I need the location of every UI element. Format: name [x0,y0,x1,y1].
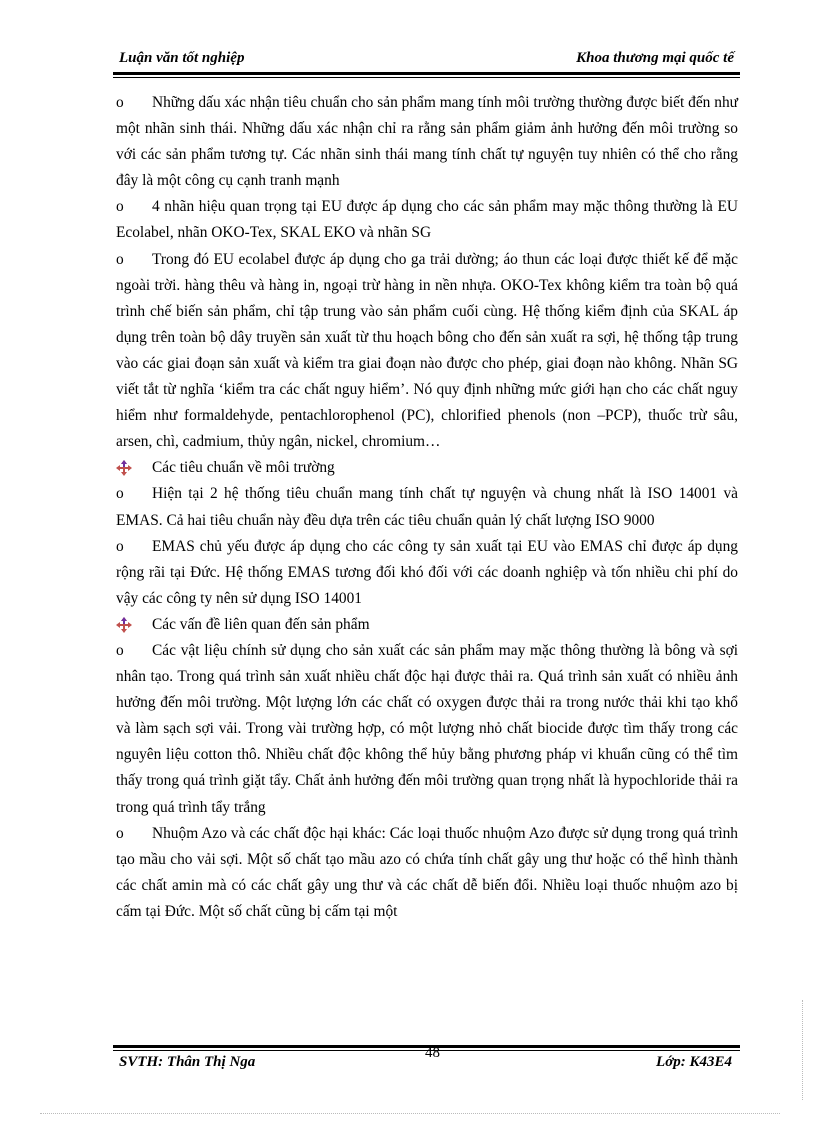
paragraph [116,194,738,246]
footer-class: Lớp: K43E4 [656,1054,732,1070]
paragraph-text: Nhuộm Azo và các chất độc hại khác: Các loại thuốc nhuộm Azo được sử dụng trong quá trình tạo mầu cho vải sợi. Một số chất tạo mầu azo có chứa tính chất gây ung thư hoặc có thể hình thành các chất amin mà có các chất gây ung thư và các chất dễ biến đổi. Nhiều loại thuốc nhuộm azo bị cấm tại Đức. Một số chất cũng bị cấm tại một [116,824,738,920]
bullet-marker: o [116,537,124,555]
page-number: 48 [425,1045,440,1061]
bullet-marker: o [116,94,124,111]
paragraph [116,481,738,533]
page-border-dots [40,1113,780,1114]
page-border-dots-vertical [802,1000,803,1100]
paragraph-text: Những dấu xác nhận tiêu chuẩn cho sản phẩm mang tính môi trường thường được biết đến như một nhãn sinh thái. Những dấu xác nhận chỉ ra rằng sản phẩm giảm ảnh hưởng đến môi trường so với các sản phẩm tương tự. Các nhãn sinh thái mang tính chất tự nguyện tuy nhiên có thể cho rằng đây là một công cụ cạnh tranh mạnh [116,94,738,190]
bullet-marker: o [116,250,124,268]
paragraph-text: Hiện tại 2 hệ thống tiêu chuẩn mang tính chất tự nguyện và chung nhất là ISO 14001 và EMAS. Cả hai tiêu chuẩn này đều dựa trên các tiêu chuẩn quản lý chất lượng ISO 9000 [116,485,738,529]
header-rule-thin [113,77,740,78]
paragraph [116,90,738,194]
footer-student: SVTH: Thân Thị Nga [119,1054,256,1070]
header-thesis-title: Luận văn tốt nghiệp [119,50,245,66]
section-heading [116,612,738,638]
paragraph [116,638,738,821]
header-faculty: Khoa thương mại quốc tế [576,50,734,66]
cross-arrows-bullet-icon [116,612,152,638]
paragraph-text: 4 nhãn hiệu quan trọng tại EU được áp dụng cho các sản phẩm may mặc thông thường là EU Ecolabel, nhãn OKO-Tex, SKAL EKO và nhãn SG [116,198,738,242]
paragraph-text: Các vật liệu chính sử dụng cho sản xuất các sản phẩm may mặc thông thường là bông và sợi nhân tạo. Trong quá trình sản xuất nhiều chất độc hại được thải ra. Quá trình sản xuất có nhiều ảnh hưởng đến môi trường. Một lượng lớn các chất có oxygen được thải ra trong nước thải khi tạo khổ và làm sạch sợi vải. Trong vài trường hợp, có một lượng nhỏ chất biocide được tìm thấy trong các nguyên liệu cotton thô. Nhiều chất độc không thể hủy bằng phương pháp vi khuẩn cũng có thể tìm thấy trong quá trình giặt tẩy. Chất ảnh hưởng đến môi trường quan trọng nhất là hypochloride thải ra trong quá trình tẩy trắng [116,641,738,816]
body-content [116,90,738,925]
cross-arrows-bullet-icon [116,455,152,481]
page-header [113,46,738,72]
section-heading-text: Các vấn đề liên quan đến sản phẩm [152,615,370,633]
paragraph [116,821,738,925]
header-rule-thick [113,72,740,75]
paragraph-text: Trong đó EU ecolabel được áp dụng cho ga trải dường; áo thun các loại được thiết kế để mặc ngoài trời. hàng thêu và hàng in, ngoại trừ hàng in nền nhựa. OKO-Tex không kiểm tra toàn bộ quá trình chế biến sản phẩm, chỉ tập trung vào sản phẩm cuối cùng. Hệ thống kiểm định của SKAL áp dụng trên toàn bộ dây truyền sản xuất từ thu hoạch bông cho đến sản xuất ra sợi, hệ thống tập trung vào các giai đoạn sản xuất và kiểm tra giai đoạn nào được cho phép, giai đoạn nào không. Nhãn SG viết tắt từ nghĩa ‘kiểm tra các chất nguy hiểm’. Nó quy định những mức giới hạn cho các chất nguy hiểm như formaldehyde, pentachlorophenol (PC), chlorified phenols (non –PCP), thuốc trừ sâu, arsen, chì, cadmium, thủy ngân, nickel, chromium… [116,250,738,451]
paragraph [116,247,738,456]
section-heading-text: Các tiêu chuẩn về môi trường [152,459,335,477]
section-heading [116,455,738,481]
bullet-marker: o [116,641,124,659]
paragraph [116,534,738,612]
bullet-marker: o [116,198,124,216]
bullet-marker: o [116,485,124,503]
bullet-marker: o [116,824,124,842]
paragraph-text: EMAS chủ yếu được áp dụng cho các công ty sản xuất tại EU vào EMAS chỉ được áp dụng rộng rãi tại Đức. Hệ thống EMAS tương đối khó đối với các doanh nghiệp và tốn nhiều chi phí do vậy các công ty nên sử dụng ISO 14001 [116,537,738,607]
